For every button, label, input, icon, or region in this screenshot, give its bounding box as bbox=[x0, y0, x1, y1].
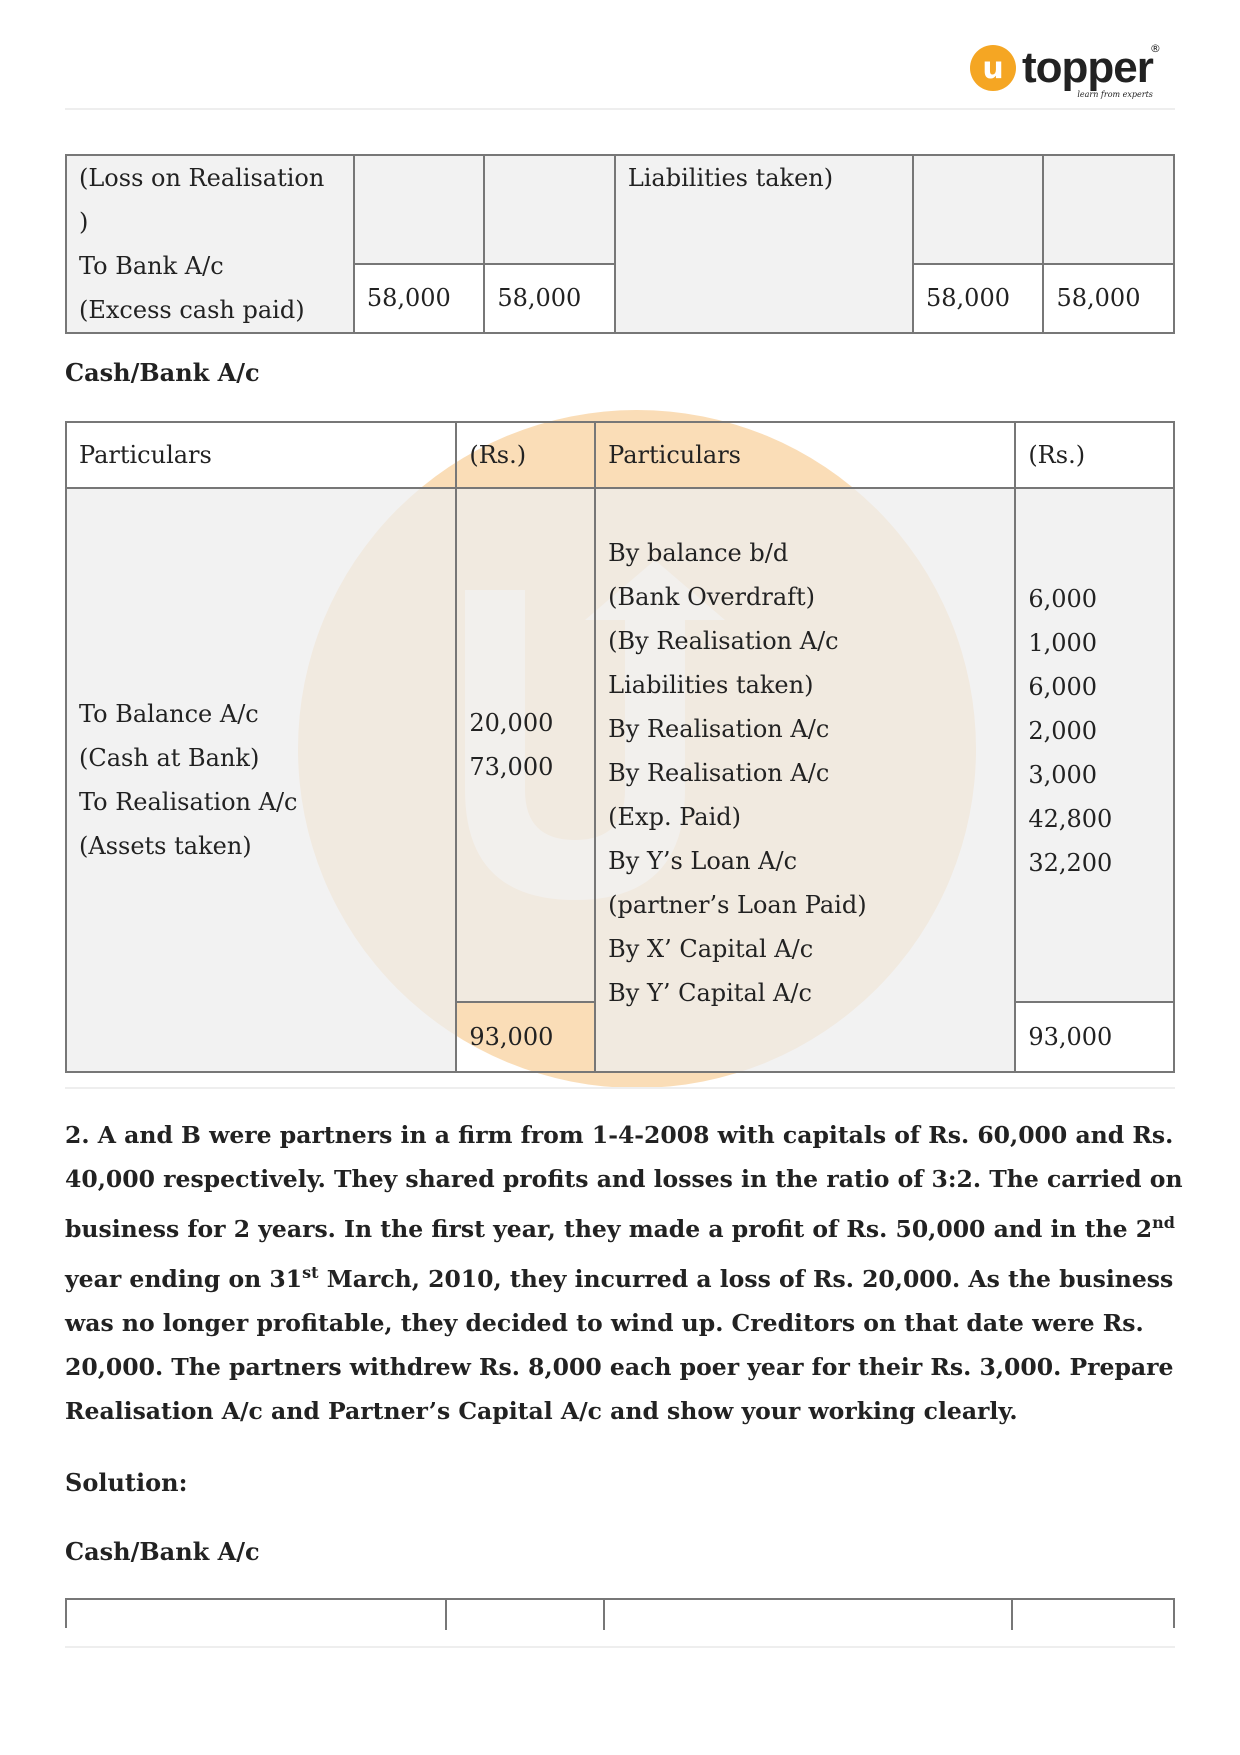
amount-line: 2,000 bbox=[1028, 717, 1098, 745]
credit-particulars bbox=[595, 488, 1015, 1072]
question-text: March, 2010, they incurred a loss of Rs. 20,000. As the business was no longer profitable, they decided to wind up. Creditors on that date were Rs. 20,000. The partners withdrew Rs. 8,000 each poer year for their Rs. 3,000. Prepare Realisation A/c and Partner’s Capital A/c and show your working clearly. bbox=[65, 1264, 1174, 1425]
header-amount: (Rs.) bbox=[456, 422, 595, 488]
top-right-particulars bbox=[615, 155, 913, 333]
question-text: 2. A and B were partners in a firm from 1-4-2008 with capitals of Rs. 60,000 and Rs. 40,000 respectively. They shared profits and losses in the ratio of 3:2. The carried on business for 2 years. In the first year, they made a profit of Rs. 50,000 and in the 2 bbox=[65, 1121, 1183, 1243]
topper-logo-icon: u bbox=[970, 45, 1016, 91]
text-line: By Realisation A/c bbox=[608, 715, 830, 743]
amount-cell: 58,000 bbox=[913, 264, 1043, 333]
section-divider bbox=[65, 1087, 1175, 1089]
registered-mark: ® bbox=[1149, 42, 1161, 55]
text-line: By X’ Capital A/c bbox=[608, 935, 814, 963]
text-line: By balance b/d bbox=[608, 539, 789, 567]
top-cell bbox=[913, 155, 1043, 264]
text-line: (partner’s Loan Paid) bbox=[608, 891, 867, 919]
solution-label: Solution: bbox=[65, 1468, 188, 1497]
text-line: (Cash at Bank) bbox=[79, 744, 260, 772]
text-line: To Balance A/c bbox=[79, 700, 259, 728]
amount-line: 6,000 bbox=[1028, 585, 1098, 613]
debit-particulars bbox=[66, 488, 456, 1072]
column-divider bbox=[603, 1600, 605, 1630]
amount-line: 73,000 bbox=[469, 753, 554, 781]
text-line: (Loss on Realisation ) bbox=[79, 164, 325, 236]
amount-cell: 58,000 bbox=[484, 264, 614, 333]
top-ledger-table bbox=[65, 154, 1175, 334]
debit-amounts bbox=[456, 488, 595, 1002]
text-line: (Bank Overdraft) bbox=[608, 583, 816, 611]
top-cell bbox=[354, 155, 484, 264]
text-line: By Realisation A/c bbox=[608, 759, 830, 787]
column-divider bbox=[1011, 1600, 1013, 1630]
header-amount: (Rs.) bbox=[1015, 422, 1174, 488]
amount-line: 20,000 bbox=[469, 709, 554, 737]
text-line: Liabilities taken) bbox=[627, 164, 834, 192]
top-left-particulars bbox=[66, 155, 354, 333]
text-line: By Y’ Capital A/c bbox=[608, 979, 812, 1007]
section-heading: Cash/Bank A/c bbox=[65, 1537, 260, 1566]
amount-line: 32,200 bbox=[1028, 849, 1113, 877]
text-line: To Realisation A/c bbox=[79, 788, 298, 816]
debit-total: 93,000 bbox=[456, 1002, 595, 1072]
text-line: To Bank A/c bbox=[79, 252, 224, 280]
header-divider bbox=[65, 108, 1175, 110]
brand-tagline: learn from experts bbox=[1077, 90, 1153, 99]
text-line: (Excess cash paid) bbox=[79, 296, 305, 324]
question-text: year ending on 31 bbox=[65, 1264, 303, 1293]
top-cell bbox=[484, 155, 614, 264]
amount-line: 42,800 bbox=[1028, 805, 1113, 833]
text-line: By Y’s Loan A/c bbox=[608, 847, 798, 875]
text-line: (By Realisation A/c bbox=[608, 627, 839, 655]
topper-logo bbox=[970, 40, 1161, 99]
header-particulars: Particulars bbox=[66, 422, 456, 488]
question-paragraph bbox=[65, 1113, 1185, 1433]
text-line: (Assets taken) bbox=[79, 832, 252, 860]
footer-divider bbox=[65, 1646, 1175, 1648]
amount-line: 3,000 bbox=[1028, 761, 1098, 789]
text-line: Liabilities taken) bbox=[608, 671, 814, 699]
credit-amounts bbox=[1015, 488, 1174, 1002]
brand-name: topper bbox=[1022, 43, 1153, 92]
amount-cell: 58,000 bbox=[1043, 264, 1174, 333]
section-heading: Cash/Bank A/c bbox=[65, 358, 260, 387]
partial-table-top bbox=[65, 1598, 1175, 1628]
superscript: st bbox=[302, 1262, 319, 1282]
amount-cell: 58,000 bbox=[354, 264, 484, 333]
amount-line: 6,000 bbox=[1028, 673, 1098, 701]
top-cell bbox=[1043, 155, 1174, 264]
header-particulars: Particulars bbox=[595, 422, 1015, 488]
amount-line: 1,000 bbox=[1028, 629, 1098, 657]
column-divider bbox=[445, 1600, 447, 1630]
cash-bank-table bbox=[65, 421, 1175, 1073]
credit-total: 93,000 bbox=[1015, 1002, 1174, 1072]
superscript: nd bbox=[1152, 1213, 1175, 1232]
text-line: (Exp. Paid) bbox=[608, 803, 741, 831]
